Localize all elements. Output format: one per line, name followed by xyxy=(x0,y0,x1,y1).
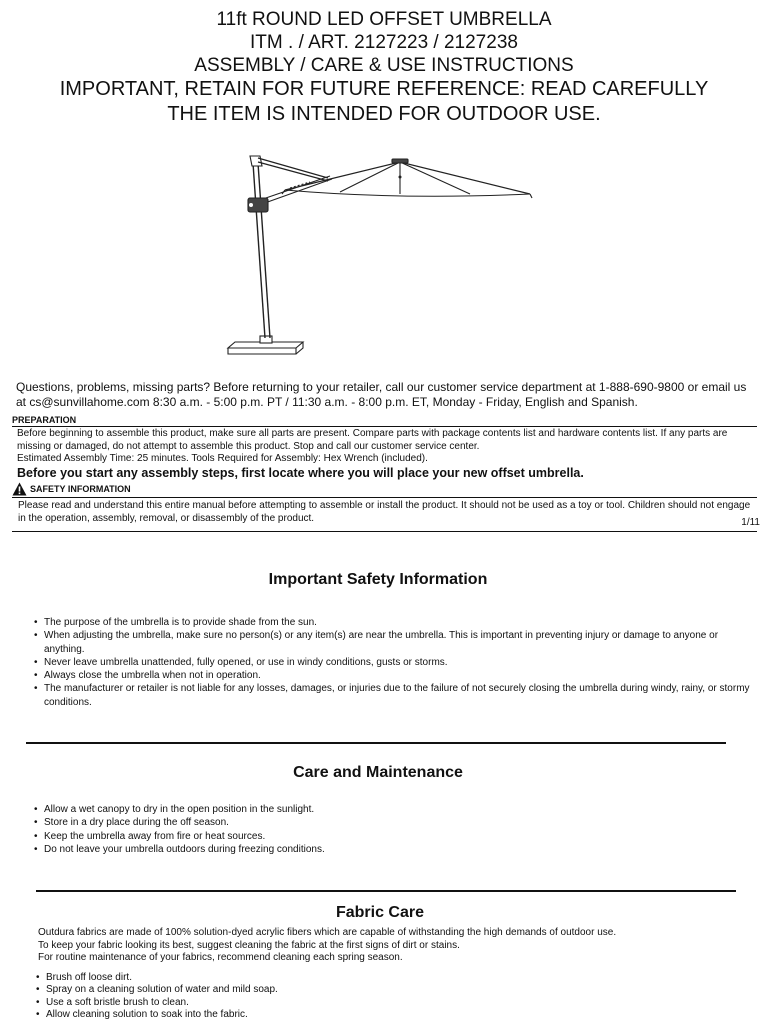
list-item: • Brush off loose dirt. xyxy=(36,972,736,984)
preparation-label: PREPARATION xyxy=(12,415,77,425)
safety-section xyxy=(12,481,757,525)
placement-notice: Before you start any assembly steps, first locate where you will place your new offset umbrella. xyxy=(17,465,584,480)
page-number: 1/11 xyxy=(741,517,760,528)
safety-label: SAFETY INFORMATION xyxy=(30,483,131,494)
list-item: • Spray on a cleaning solution of water and mild soap. xyxy=(36,984,736,996)
fabric-list xyxy=(36,972,736,1022)
safety-text: Please read and understand this entire manual before attempting to assemble or install the product. It should not be used as a toy or tool. Children should not engage in the operation, assembly, removal, or disassembly of the product. xyxy=(18,500,751,524)
page-bottom-rule xyxy=(12,531,757,532)
preparation-text: Before beginning to assemble this product, make sure all parts are present. Compare parts with package contents list and hardware contents list. If any parts are missing or damaged, do not attempt to assemble this product. Stop and call our customer service center. xyxy=(17,428,728,452)
section-divider xyxy=(26,742,726,744)
care-list xyxy=(34,803,734,856)
list-item: • Allow cleaning solution to soak into the fabric. xyxy=(36,1009,736,1021)
fabric-paragraph: Outdura fabrics are made of 100% solution-dyed acrylic fibers which are capable of withstanding the high demands of outdoor use. xyxy=(38,927,617,938)
document-type: ASSEMBLY / CARE & USE INSTRUCTIONS xyxy=(194,55,574,76)
retain-notice: IMPORTANT, RETAIN FOR FUTURE REFERENCE: READ CAREFULLY xyxy=(59,78,709,100)
assembly-time: Estimated Assembly Time: 25 minutes. Tools Required for Assembly: Hex Wrench (included). xyxy=(17,453,428,464)
fabric-paragraph: To keep your fabric looking its best, suggest cleaning the fabric at the first signs of dirt or stains. xyxy=(38,939,460,951)
warning-icon xyxy=(12,482,27,496)
list-item: • Never leave umbrella unattended, fully opened, or use in windy conditions, gusts or storms. xyxy=(34,656,756,669)
fabric-paragraphs xyxy=(38,927,738,965)
important-safety-list xyxy=(34,616,756,709)
outdoor-use-notice: THE ITEM IS INTENDED FOR OUTDOOR USE. xyxy=(167,103,601,125)
important-safety-title: Important Safety Information xyxy=(268,571,488,588)
preparation-section xyxy=(12,415,757,481)
care-title: Care and Maintenance xyxy=(293,764,463,781)
fabric-paragraph: For routine maintenance of your fabrics, recommend cleaning each spring season. xyxy=(38,952,403,963)
list-item: • Keep the umbrella away from fire or heat sources. xyxy=(34,830,734,843)
contact-info: Questions, problems, missing parts? Before returning to your retailer, call our customer service department at 1-888-690-9800 or email us at cs@sunvillahome.com 8:30 a.m. - 5:00 p.m. PT / 11:30 a.m. - 8:00 p.m. ET, Monday - Friday, English and Spanish. xyxy=(16,380,747,409)
list-item: • Do not leave your umbrella outdoors during freezing conditions. xyxy=(34,843,734,856)
list-item: • Allow a wet canopy to dry in the open position in the sunlight. xyxy=(34,803,734,816)
fabric-title: Fabric Care xyxy=(335,904,425,921)
product-title: 11ft ROUND LED OFFSET UMBRELLA xyxy=(216,9,552,30)
list-item: • Use a soft bristle brush to clean. xyxy=(36,997,736,1009)
list-item: • Store in a dry place during the off season. xyxy=(34,816,734,829)
item-number: ITM . / ART. 2127223 / 2127238 xyxy=(250,32,518,53)
offset-umbrella-icon xyxy=(220,148,550,363)
section-divider xyxy=(36,890,736,892)
document-header xyxy=(0,8,768,127)
list-item: • The manufacturer or retailer is not liable for any losses, damages, or injuries due to the failure of not securely closing the umbrella during windy, rainy, or stormy conditions. xyxy=(34,682,756,709)
list-item: • Always close the umbrella when not in operation. xyxy=(34,669,756,682)
list-item: • The purpose of the umbrella is to provide shade from the sun. xyxy=(34,616,756,629)
list-item: • When adjusting the umbrella, make sure no person(s) or any item(s) are near the umbrella. This is important in preventing injury or damage to anyone or anything. xyxy=(34,629,756,656)
